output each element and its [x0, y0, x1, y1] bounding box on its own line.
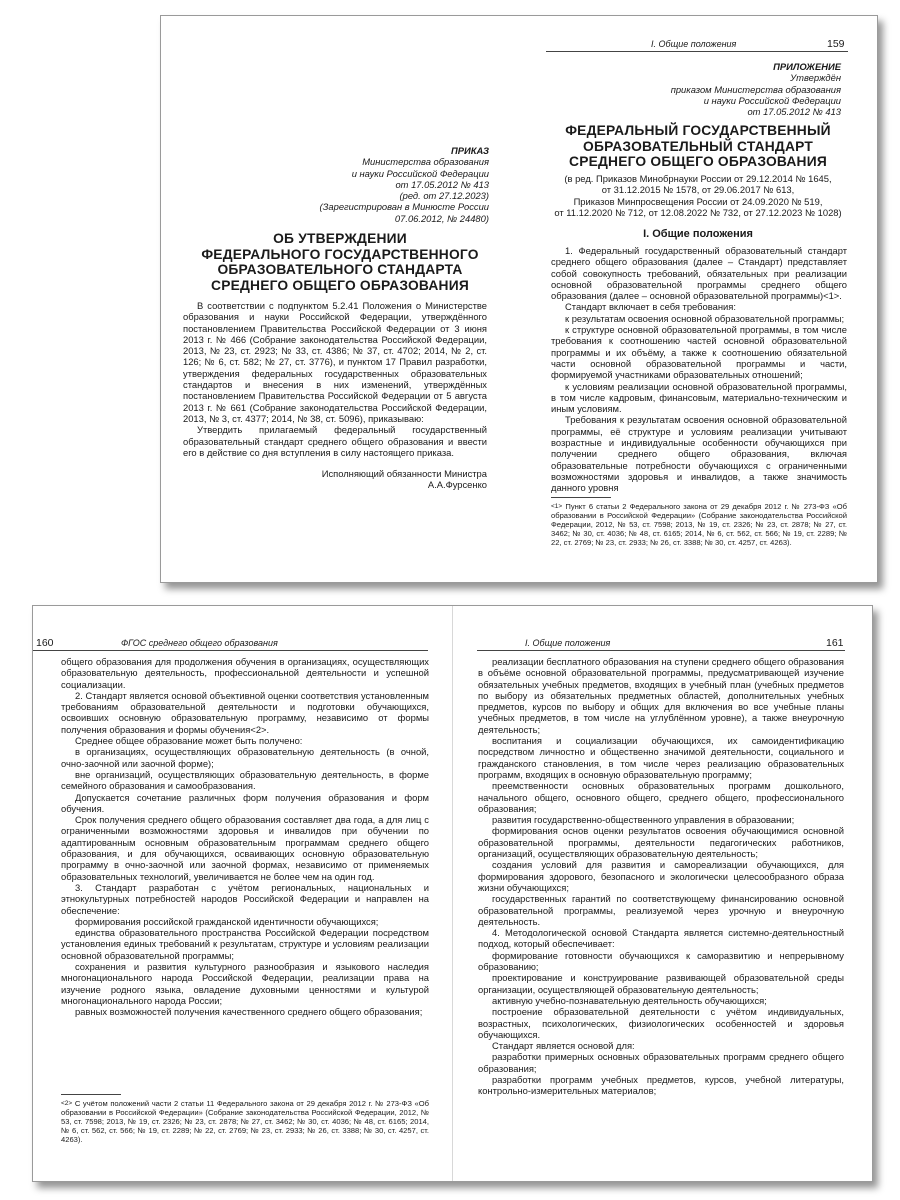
section-paragraph: к условиям реализации основной образовательной программы, в том числе кадровым, финансовым, материально-техническим и иным условиям. [551, 380, 847, 415]
footnote-rule [61, 1094, 121, 1095]
header-rule [546, 51, 848, 52]
appendix-line: и науки Российской Федерации [703, 94, 841, 106]
standard-title-line: СРЕДНЕГО ОБЩЕГО ОБРАЗОВАНИЯ [569, 154, 827, 170]
body-paragraph: 4. Методологической основой Стандарта является системно-деятельностный подход, который обеспечивает: [478, 927, 844, 950]
revision-line: (в ред. Приказов Минобрнауки России от 29.12.2014 № 1645, [564, 173, 832, 184]
body-paragraph: разработки примерных основных образовательных программ среднего общего образования; [478, 1051, 844, 1074]
signature-name: А.А.Фурсенко [427, 479, 487, 491]
order-title-line: ФЕДЕРАЛЬНОГО ГОСУДАРСТВЕННОГО [201, 246, 479, 262]
body-paragraph: 3. Стандарт разработан с учётом региональных, национальных и этнокультурных потребностей народов Российской Федерации и направлен на обеспечение: [61, 881, 429, 916]
body-paragraph: Допускается сочетание различных форм получения образования и форм обучения. [61, 791, 429, 814]
page-159 [160, 15, 878, 583]
appendix-line: от 17.05.2012 № 413 [747, 106, 841, 118]
footnote-marker: <1> [551, 503, 563, 510]
body-paragraph: 2. Стандарт является основой объективной оценки соответствия установленным требованиям образовательной деятельности и подготовки обучающихся, освоивших основную образовательную программу, независимо от формы получения образования и формы обучения<2>. [61, 689, 429, 735]
revision-note [547, 173, 849, 218]
order-line: (ред. от 27.12.2023) [399, 190, 489, 202]
appendix-attribution [601, 61, 841, 117]
standard-title [547, 123, 849, 170]
order-title-line: ОБРАЗОВАТЕЛЬНОГО СТАНДАРТА [217, 262, 463, 278]
standard-title-line: ФЕДЕРАЛЬНЫЙ ГОСУДАРСТВЕННЫЙ [565, 123, 831, 138]
footnote-text: Пункт 6 статьи 2 Федерального закона от 29 декабря 2012 г. № 273-ФЗ «Об образовании в Российской Федерации» (Собрание законодательства Российской Федерации, 2012, № 53, ст. 7598; 2013, № 19, ст. 2326; № 23, ст. 2878; № 27, ст. 3462; № 30, ст. 4036; № 48, ст. 6165; 2014, № 6, ст. 562, ст. 566; № 19, ст. 2289; № 22, ст. 2769; № 23, ст. 2933; № 26, ст. 3388; № 30, ст. 4257, ст. 4263). [551, 502, 847, 548]
running-header-title: I. Общие положения [651, 39, 737, 49]
order-title-line: СРЕДНЕГО ОБЩЕГО ОБРАЗОВАНИЯ [211, 277, 469, 293]
body-paragraph: равных возможностей получения качественного среднего общего образования; [75, 1006, 423, 1018]
standard-title-line: ОБРАЗОВАТЕЛЬНЫЙ СТАНДАРТ [583, 138, 813, 154]
spine [452, 606, 453, 1181]
body-paragraph: Стандарт является основой для: [492, 1040, 635, 1052]
body-paragraph: общего образования для продолжения обучения в организациях, осуществляющих образовательную деятельность, профессиональной деятельности и успешной социализации. [61, 656, 429, 690]
body-paragraph: активную учебно-познавательную деятельность обучающихся; [492, 994, 767, 1006]
body-paragraph: реализации бесплатного образования на ступени среднего общего образования в объёме основной образовательной программы, предусматривающей изучение обязательных учебных предметов, входящих в учебный план (учебных предметов по выбору из обязательных предметных областей, дополнительных учебных предметов, курсов по выбору и общих для включения во все учебные планы учебных предметов, в том числе на углублённом уровне), а также внеурочную деятельность; [478, 656, 844, 735]
body-paragraph: единства образовательного пространства Российской Федерации посредством установления единых требований к результатам, структуре и условиям реализации основной образовательной программы; [61, 927, 429, 961]
appendix-line: приказом Министерства образования [670, 83, 841, 95]
footnote-marker: <2> [61, 1100, 73, 1107]
page-spread-160-161 [32, 605, 873, 1182]
body-paragraph: разработки программ учебных предметов, курсов, учебной литературы, контрольно-измерительных материалов; [478, 1073, 844, 1097]
revision-line: Приказов Минпросвещения России от 24.09.2020 № 519, [573, 195, 823, 207]
running-header-title: I. Общие положения [525, 638, 611, 648]
page-number: 159 [827, 38, 845, 50]
footnote-rule [551, 497, 611, 498]
body-paragraph: вне организаций, осуществляющих образовательную деятельность, в форме семейного образования и самообразования. [61, 768, 429, 792]
body-paragraph: формирование готовности обучающихся к саморазвитию и непрерывному образованию; [478, 949, 844, 973]
appendix-line: Утверждён [790, 72, 841, 84]
section-paragraph: к результатам освоения основной образовательной программы; [565, 312, 845, 324]
body-paragraph: Среднее общее образование может быть получено: [75, 735, 303, 747]
section-heading: I. Общие положения [643, 228, 753, 240]
running-header-title: ФГОС среднего общего образования [121, 638, 278, 648]
order-title-line: ОБ УТВЕРЖДЕНИИ [273, 231, 407, 246]
page-number: 160 [36, 637, 54, 649]
section-paragraph: Стандарт включает в себя требования: [565, 301, 736, 313]
body-paragraph: развития государственно-общественного управления в образовании; [492, 814, 795, 826]
section-paragraph: к структуре основной образовательной программы, в том числе требования к соотношению частей основной образовательной программы и их объёму, а также к соотношению обязательной части основной образовательной программы и части, формируемой участниками образовательных отношений; [551, 324, 847, 381]
body-paragraph: в организациях, осуществляющих образовательную деятельность (в очной, очно-заочной или заочной форме); [61, 746, 429, 769]
body-paragraph: Срок получения среднего общего образования составляет два года, а для лиц с ограниченными возможностями здоровья и инвалидов при обучении по адаптированным основным образовательным программам среднего общего образования, и для обучающихся, осваивающих основную образовательную программу в очно-заочной или заочной формах, независимо от применяемых образовательных технологий, увеличивается не более чем на один год. [61, 814, 429, 882]
body-paragraph: создания условий для развития и самореализации обучающихся, для формирования здорового, безопасного и экологически целесообразного образа жизни обучающихся; [478, 859, 844, 893]
signature-block [281, 468, 487, 491]
revision-line: от 11.12.2020 № 712, от 12.08.2022 № 732, от 27.12.2023 № 1028) [554, 206, 842, 218]
left-page-body [61, 656, 429, 1018]
revision-line: от 31.12.2015 № 1578, от 29.06.2017 № 613, [601, 184, 795, 196]
order-line: (Зарегистрирован в Минюсте России [319, 201, 489, 213]
footnote [551, 502, 847, 547]
order-line: и науки Российской Федерации [351, 167, 489, 179]
section-body [551, 245, 847, 494]
header-rule [33, 650, 428, 651]
order-label: ПРИКАЗ [451, 145, 489, 156]
order-attribution [281, 145, 489, 224]
order-paragraph: В соответствии с подпунктом 5.2.41 Положения о Министерстве образования и науки Российской Федерации, утверждённого постановлением Правительства Российской Федерации от 3 июня 2013 г. № 466 (Собрание законодательства Российской Федерации, 2013, № 23, ст. 2923; № 33, ст. 4386; № 37, ст. 4702; 2014, № 2, ст. 126; № 6, ст. 582; № 27, ст. 3776), и пунктом 17 Правил разработки, утверждения федеральных государственных образовательных стандартов и внесения в них изменений, утверждённых постановлением Правительства Российской Федерации от 5 августа 2013 г. № 661 (Собрание законодательства Российской Федерации, 2013, № 3, ст. 4377; 2014, № 38, ст. 5096), приказываю: [183, 300, 487, 424]
footnote-text: С учётом положений части 2 статьи 11 Федерального закона от 29 декабря 2012 г. № 273-ФЗ «Об образовании в Российской Федерации» (Собрание законодательства Российской Федерации, 2012, № 53, ст. 7598; 2013, № 19, ст. 2326; № 23, ст. 2878; № 27, ст. 3462; № 30, ст. 4036; № 48, ст. 6165; 2014, № 6, ст. 562, ст. 566; № 19, ст. 2289; № 22, ст. 2769; № 23, ст. 2933; № 26, ст. 3388; № 30, ст. 4257, ст. 4263). [61, 1099, 429, 1145]
footnote [61, 1099, 429, 1144]
body-paragraph: воспитания и социализации обучающихся, их самоидентификацию посредством личностно и общественно значимой деятельности, социального и гражданского становления, в том числе через реализацию образовательных программ, входящих в основную образовательную программу; [478, 735, 844, 780]
body-paragraph: формирования российской гражданской идентичности обучающихся; [75, 915, 379, 927]
right-page-body [478, 656, 844, 1097]
body-paragraph: формирования основ оценки результатов освоения обучающимися основной образовательной программы, деятельности педагогических работников, организаций, осуществляющих образовательную деятельность; [478, 825, 844, 860]
order-paragraph: Утвердить прилагаемый федеральный государственный образовательный стандарт среднего общего образования и ввести его в действие со дня вступления в силу настоящего приказа. [183, 424, 487, 458]
body-paragraph: проектирование и конструирование развивающей образовательной среды организации, осуществляющей образовательную деятельность; [478, 972, 844, 995]
order-line: 07.06.2012, № 24480) [394, 212, 489, 224]
body-paragraph: преемственности основных образовательных программ дошкольного, начального общего, основного общего, среднего общего, профессионального образования; [478, 780, 844, 814]
order-body [183, 300, 487, 458]
order-line: Министерства образования [362, 156, 489, 168]
header-rule [477, 650, 845, 651]
body-paragraph: государственных гарантий по соответствующему финансированию основной образовательной программы, реализуемой через урочную и внеурочную деятельность. [478, 893, 844, 927]
page-number: 161 [826, 637, 844, 649]
appendix-label: ПРИЛОЖЕНИЕ [773, 61, 841, 72]
section-paragraph: Требования к результатам освоения основной образовательной программы, её структуре и условиям реализации учитывают возрастные и индивидуальные особенности обучающихся при получении среднего общего образования, включая образовательные потребности обучающихся с ограниченными возможностями здоровья и инвалидов, а также значимость данного уровня [551, 414, 847, 494]
order-line: от 17.05.2012 № 413 [395, 178, 489, 190]
order-title [175, 231, 505, 293]
signature-position: Исполняющий обязанности Министра [321, 468, 487, 479]
body-paragraph: построение образовательной деятельности с учётом индивидуальных, возрастных, психологических, физиологических особенностей и здоровья обучающихся. [478, 1006, 844, 1040]
section-paragraph: 1. Федеральный государственный образовательный стандарт среднего общего образования (далее – Стандарт) представляет собой совокупность требований, обязательных при реализации основной образовательной программы среднего общего образования (далее – основной образовательной программы)<1>. [551, 245, 847, 302]
body-paragraph: сохранения и развития культурного разнообразия и языкового наследия многонационального народа Российской Федерации, реализации права на изучение родного языка, овладение духовными ценностями и культурой многонационального народа России; [61, 961, 429, 1006]
